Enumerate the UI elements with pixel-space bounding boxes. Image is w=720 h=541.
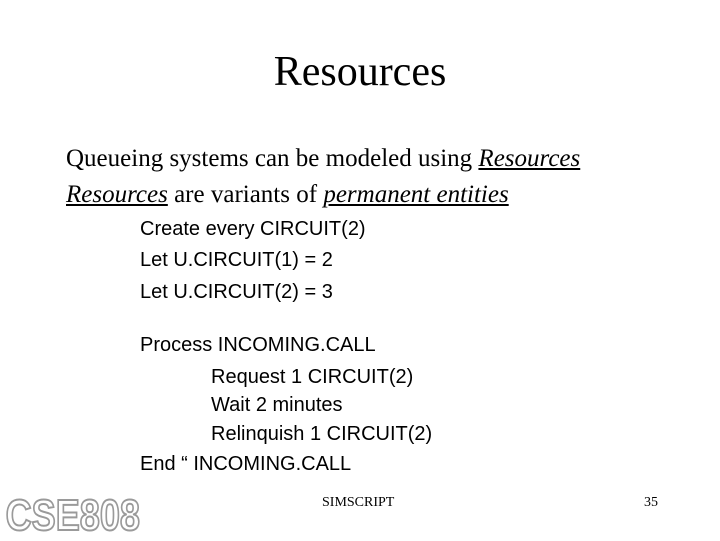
bullet-text: are variants of <box>167 181 324 208</box>
footer-label: SIMSCRIPT <box>322 495 395 510</box>
slide-title: Resources <box>273 49 447 95</box>
code-line: Request 1 CIRCUIT(2) <box>211 366 414 388</box>
code-line: End “ INCOMING.CALL <box>140 453 352 475</box>
resources-term: Resources <box>478 145 581 172</box>
code-line: Process INCOMING.CALL <box>140 334 376 356</box>
page-number: 35 <box>644 495 658 510</box>
code-line: Let U.CIRCUIT(1) = 2 <box>140 249 333 271</box>
bullet-resources-variants <box>66 180 509 210</box>
code-line: Relinquish 1 CIRCUIT(2) <box>211 423 433 445</box>
code-line: Create every CIRCUIT(2) <box>140 218 366 240</box>
cse808-logo <box>4 490 140 541</box>
bullet-text: Queueing systems can be modeled using <box>66 145 479 172</box>
logo-text: CSE808 <box>5 490 140 540</box>
resources-term: Resources <box>66 181 168 208</box>
code-line: Let U.CIRCUIT(2) = 3 <box>140 281 333 303</box>
bullet-resources-modeling <box>66 144 580 174</box>
permanent-entities-term: permanent entities <box>323 181 509 208</box>
code-line: Wait 2 minutes <box>211 394 343 416</box>
